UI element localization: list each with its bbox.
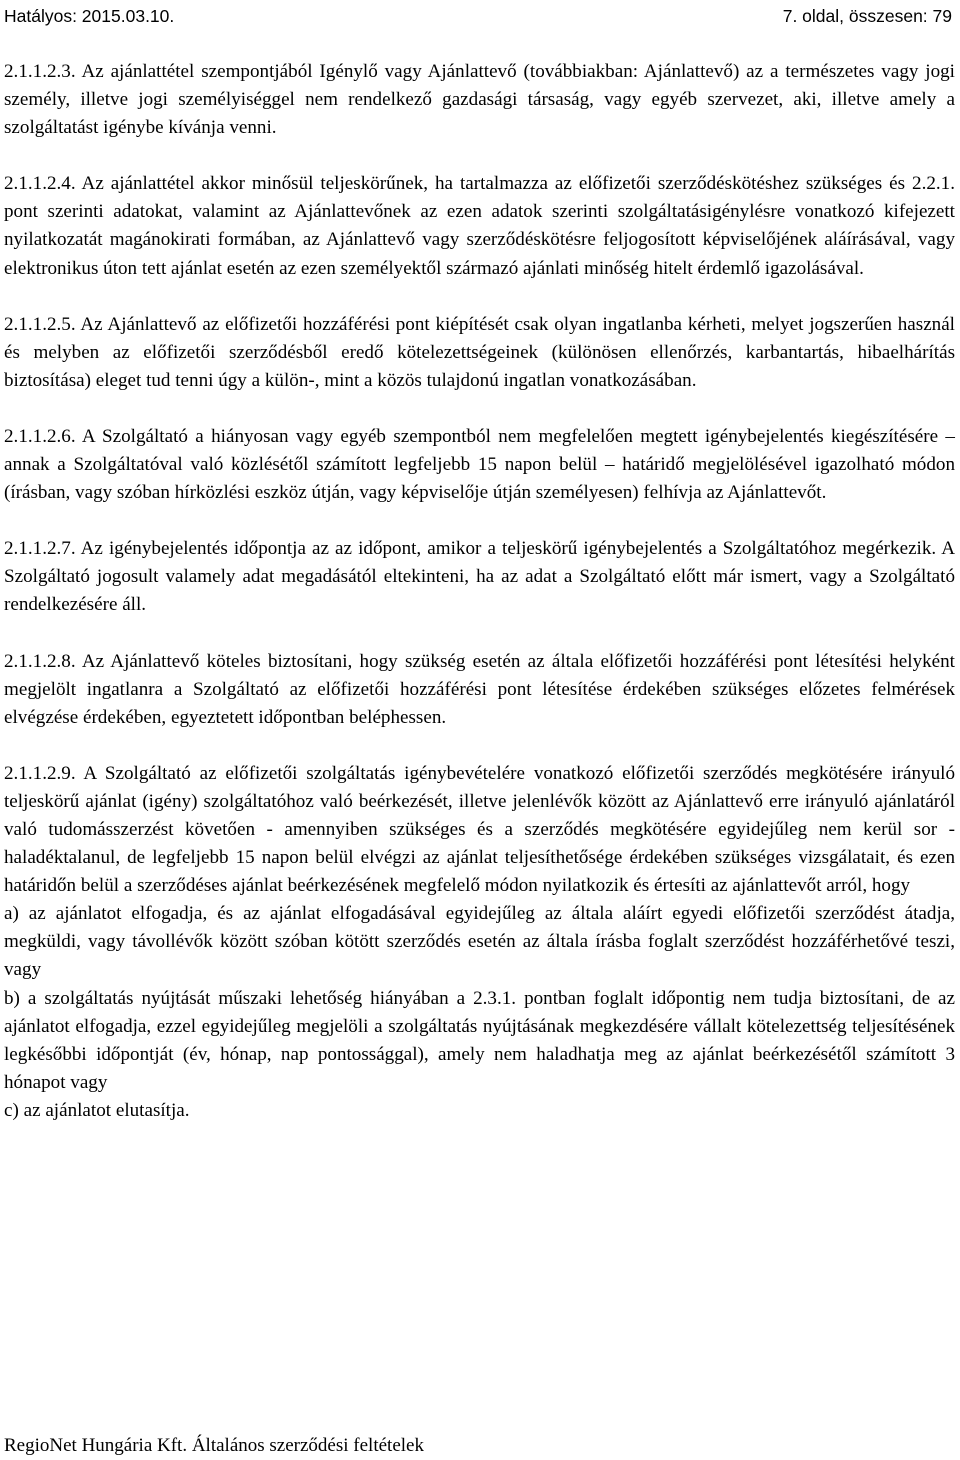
paragraph-2-1-1-2-3 bbox=[4, 58, 955, 142]
paragraph-2-1-1-2-7 bbox=[4, 535, 955, 619]
paragraph-text: Az ajánlattétel akkor minősül teljeskörűnek, ha tartalmazza az előfizetői szerződéskötéshez szükséges és 2.2.1. pont szerinti adatokat, valamint az Ajánlattevőnek az ezen adatok szerinti szolgáltatásigénylésre vonatkozó kifejezett nyilatkozatát magánokirati formában, az Ajánlattevő vagy szerződéskötésre feljogosított képviselőjének aláírásával, vagy elektronikus úton tett ajánlat esetén az ezen személyektől származó ajánlati minőség hitelt érdemlő igazolásával. bbox=[4, 173, 955, 279]
list-item-a bbox=[4, 900, 955, 984]
page-counter: 7. oldal, összesen: 79 bbox=[782, 6, 952, 26]
paragraph-2-1-1-2-5 bbox=[4, 311, 955, 395]
paragraph-number: 2.1.1.2.8. bbox=[4, 650, 76, 672]
paragraph-text: A Szolgáltató a hiányosan vagy egyéb szempontból nem megfelelően megtett igénybejelentés kiegészítésére – annak a Szolgáltatóval való közlésétől számított legfeljebb 15 napon belül – határidő megjelölésével igazolható módon (írásban, vagy szóban hírközlési eszköz útján, vagy képviselője útján személyesen) felhívja az Ajánlattevőt. bbox=[4, 425, 955, 504]
paragraph-number: 2.1.1.2.3. bbox=[4, 61, 76, 82]
document-body bbox=[4, 58, 955, 1125]
list-item-text: c) az ajánlatot elutasítja. bbox=[4, 1099, 190, 1121]
list-item-text: b) a szolgáltatás nyújtását műszaki lehetőség hiányában a 2.3.1. pontban foglalt időpontig nem tudja biztosítani, de az ajánlatot elfogadja, ezzel egyidejűleg megjelöli a szolgáltatás nyújtásának megkezdésére vállalt kötelezettség teljesítésének legkésőbbi időpontját (év, hónap, nap pontossággal), amely nem haladhatja meg az ajánlat beérkezésétől számított 3 hónapot vagy bbox=[4, 987, 955, 1093]
paragraph-text: Az ajánlattétel szempontjából Igénylő vagy Ajánlattevő (továbbiakban: Ajánlattevő) az a természetes vagy jogi személy, illetve jogi személyiséggel nem rendelkező gazdasági társaság, vagy egyéb szervezet, aki, illetve amely a szolgáltatást igénybe kívánja venni. bbox=[4, 61, 955, 139]
list-item-b bbox=[4, 985, 955, 1097]
paragraph-number: 2.1.1.2.6. bbox=[4, 425, 76, 447]
paragraph-text: Az Ajánlattevő köteles biztosítani, hogy szükség esetén az általa előfizetői hozzáférési pont létesítési helyként megjelölt ingatlanra a Szolgáltató az előfizetői hozzáférési pont létesítése érdekében szükséges előzetes felmérések elvégzése érdekében, egyeztetett időpontban beléphessen. bbox=[4, 650, 955, 728]
page-header bbox=[4, 2, 952, 30]
paragraph-number: 2.1.1.2.5. bbox=[4, 313, 76, 335]
list-item-text: a) az ajánlatot elfogadja, és az ajánlat elfogadásával egyidejűleg az általa aláírt egyedi előfizetői szerződést átadja, megküldi, vagy távollévők között szóban kötött szerződés esetén az általa írásba foglalt szerződést hozzáférhetővé teszi, vagy bbox=[4, 903, 955, 981]
paragraph-number: 2.1.1.2.9. bbox=[4, 762, 76, 784]
paragraph-text: Az igénybejelentés időpontja az az időpont, amikor a teljeskörű igénybejelentés a Szolgáltatóhoz megérkezik. A Szolgáltató jogosult valamely adat megadásától eltekinteni, ha az adat a Szolgáltató előtt már ismert, vagy a Szolgáltató rendelkezésére áll. bbox=[4, 538, 955, 616]
paragraph-2-1-1-2-4 bbox=[4, 170, 955, 282]
effective-date: Hatályos: 2015.03.10. bbox=[4, 6, 175, 26]
paragraph-2-1-1-2-6 bbox=[4, 423, 955, 507]
paragraph-2-1-1-2-9 bbox=[4, 760, 955, 900]
paragraph-number: 2.1.1.2.7. bbox=[4, 538, 76, 560]
paragraph-text: Az Ajánlattevő az előfizetői hozzáférési pont kiépítését csak olyan ingatlanba kérheti, melyet jogszerűen használ és melyben az előfizetői szerződésből eredő kötelezettségeinek (különösen ellenőrzés, karbantartás, hibaelhárítás biztosítása) eleget tud tenni úgy a külön-, mint a közös tulajdonú ingatlan vonatkozásában. bbox=[4, 313, 955, 391]
list-item-c bbox=[4, 1097, 955, 1125]
page-footer: RegioNet Hungária Kft. Általános szerződési feltételek bbox=[4, 1435, 424, 1456]
paragraph-2-1-1-2-8 bbox=[4, 648, 955, 732]
paragraph-number: 2.1.1.2.4. bbox=[4, 173, 76, 195]
paragraph-text: A Szolgáltató az előfizetői szolgáltatás igénybevételére vonatkozó előfizetői szerződés megkötésére irányuló teljeskörű ajánlat (igény) szolgáltatóhoz való beérkezését, illetve jelenlévők között az Ajánlattevő erre irányuló ajánlatáról való tudomásszerzést követően - amennyiben szükséges és a szerződés megkötésére egyidejűleg nem kerül sor - haladéktalanul, de legfeljebb 15 napon belül elvégzi az ajánlat teljesíthetősége érdekében szükséges vizsgálatait, és ezen határidőn belül a szerződéses ajánlat beérkezésének megfelelő módon nyilatkozik és értesíti az ajánlattevőt arról, hogy bbox=[4, 762, 955, 897]
